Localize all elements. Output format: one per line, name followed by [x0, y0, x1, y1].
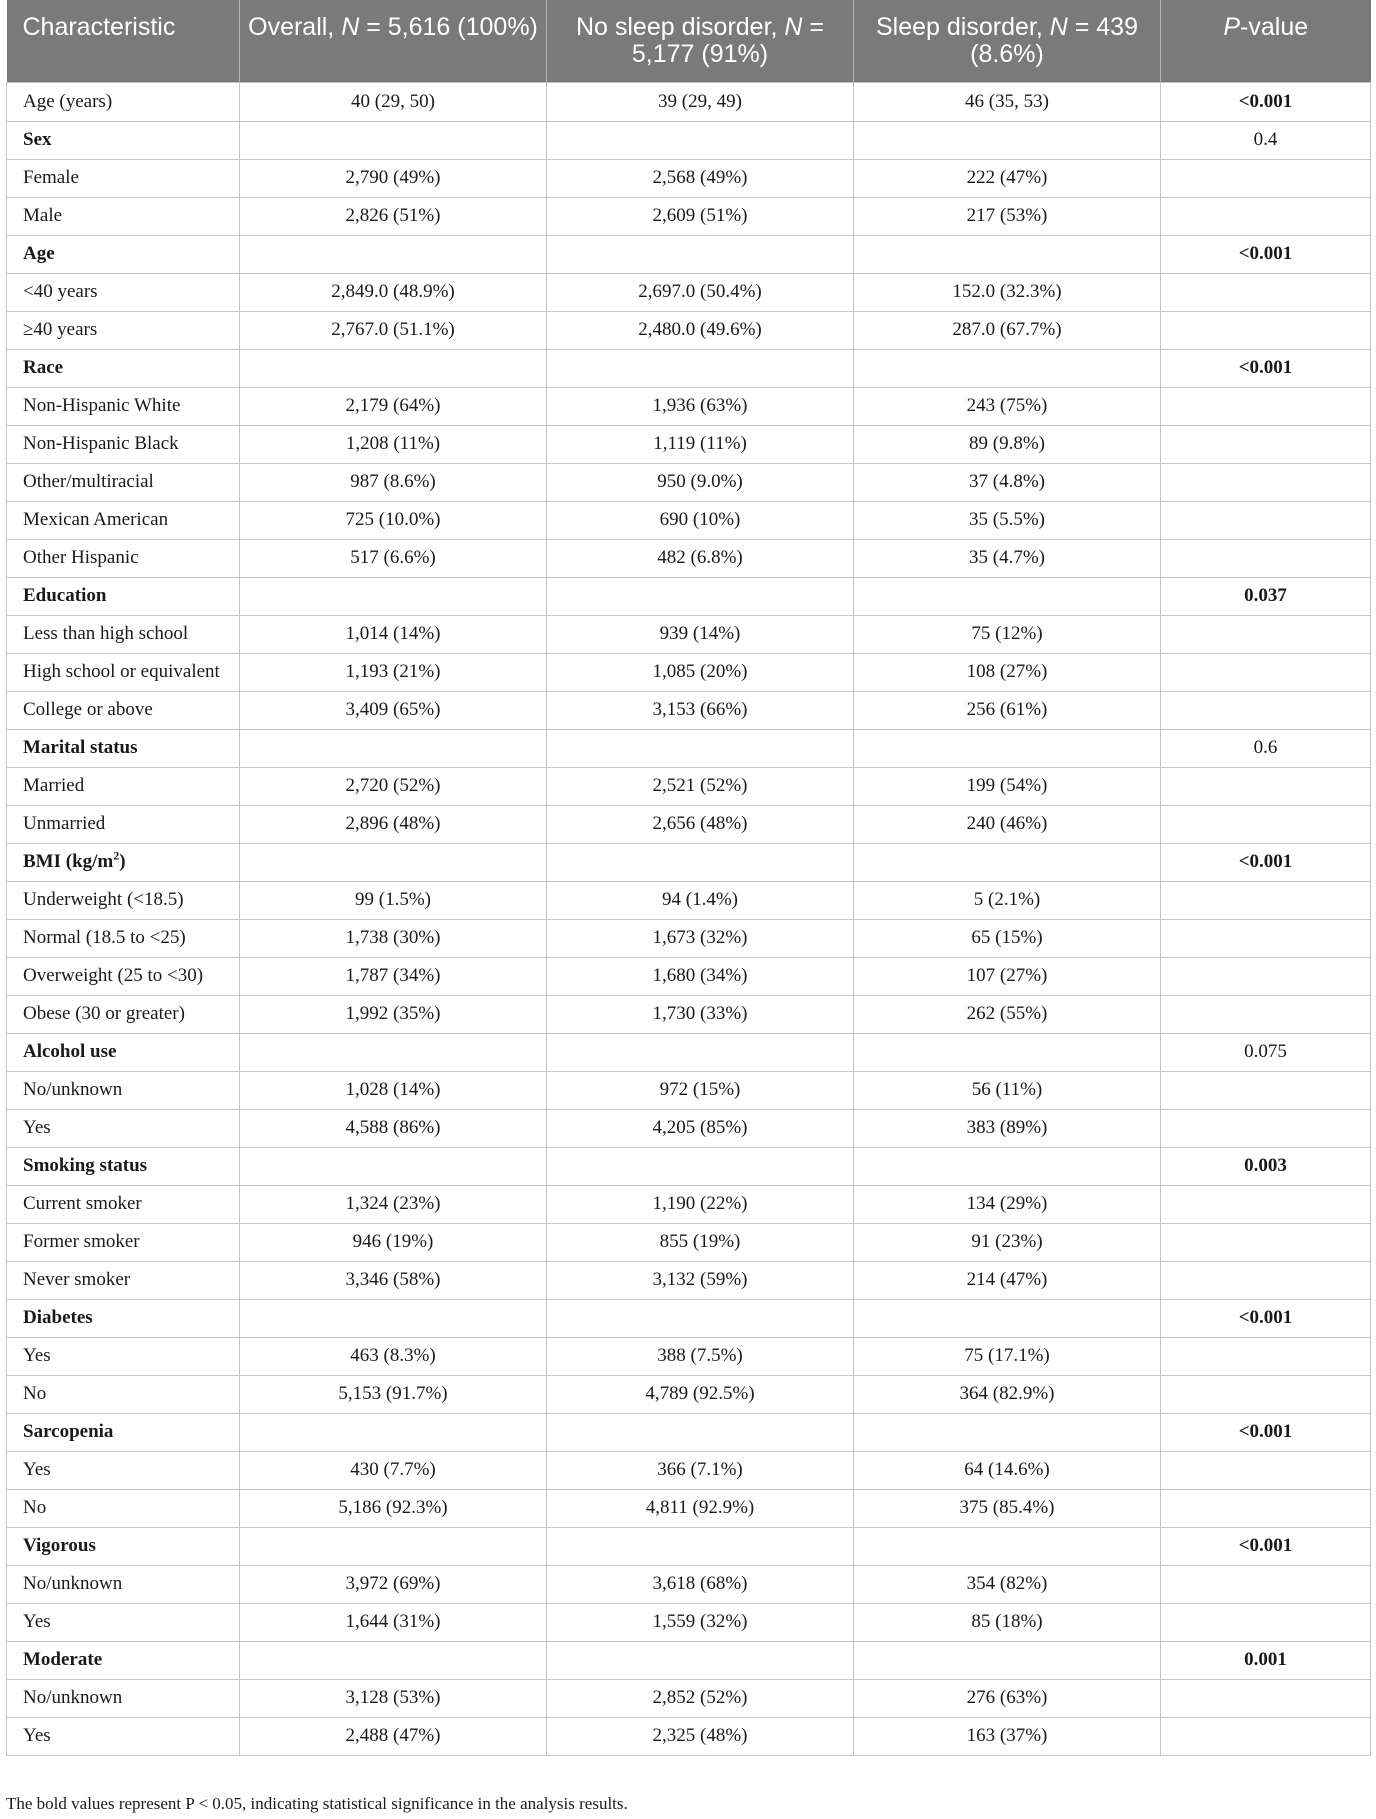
table-group-row — [7, 235, 1371, 273]
cell-overall: 987 (8.6%) — [240, 463, 547, 501]
table-group-row — [7, 1299, 1371, 1337]
table-group-row — [7, 1641, 1371, 1679]
cell-no-sleep-disorder: 1,190 (22%) — [547, 1185, 854, 1223]
cell-characteristic: Sex — [7, 121, 240, 159]
table-row — [7, 1565, 1371, 1603]
cell-characteristic: Other Hispanic — [7, 539, 240, 577]
table-row — [7, 311, 1371, 349]
cell-characteristic: No/unknown — [7, 1679, 240, 1717]
cell-sleep-disorder: 75 (17.1%) — [854, 1337, 1161, 1375]
table-row — [7, 1717, 1371, 1755]
cell-no-sleep-disorder: 2,609 (51%) — [547, 197, 854, 235]
cell-characteristic: No/unknown — [7, 1071, 240, 1109]
table-group-row — [7, 1147, 1371, 1185]
cell-overall: 2,849.0 (48.9%) — [240, 273, 547, 311]
cell-characteristic: Smoking status — [7, 1147, 240, 1185]
cell-no-sleep-disorder: 4,789 (92.5%) — [547, 1375, 854, 1413]
cell-no-sleep-disorder: 1,119 (11%) — [547, 425, 854, 463]
cell-characteristic: Race — [7, 349, 240, 387]
cell-characteristic: Education — [7, 577, 240, 615]
table-row — [7, 1375, 1371, 1413]
cell-characteristic: Marital status — [7, 729, 240, 767]
cell-characteristic: Never smoker — [7, 1261, 240, 1299]
table-row — [7, 501, 1371, 539]
table-row — [7, 273, 1371, 311]
cell-sleep-disorder: 85 (18%) — [854, 1603, 1161, 1641]
cell-no-sleep-disorder: 1,936 (63%) — [547, 387, 854, 425]
cell-sleep-disorder: 134 (29%) — [854, 1185, 1161, 1223]
cell-overall — [240, 1413, 547, 1451]
cell-no-sleep-disorder: 1,730 (33%) — [547, 995, 854, 1033]
cell-no-sleep-disorder — [547, 1641, 854, 1679]
cell-p-value — [1161, 1679, 1371, 1717]
cell-p-value — [1161, 805, 1371, 843]
cell-no-sleep-disorder: 2,568 (49%) — [547, 159, 854, 197]
cell-no-sleep-disorder: 2,325 (48%) — [547, 1717, 854, 1755]
cell-overall: 2,488 (47%) — [240, 1717, 547, 1755]
cell-no-sleep-disorder — [547, 1299, 854, 1337]
cell-no-sleep-disorder — [547, 1527, 854, 1565]
cell-overall — [240, 121, 547, 159]
cell-no-sleep-disorder: 4,811 (92.9%) — [547, 1489, 854, 1527]
cell-overall: 3,346 (58%) — [240, 1261, 547, 1299]
cell-characteristic: Underweight (<18.5) — [7, 881, 240, 919]
cell-no-sleep-disorder — [547, 349, 854, 387]
cell-characteristic: Yes — [7, 1717, 240, 1755]
header-p-value: P-value — [1161, 0, 1371, 82]
table-group-row — [7, 577, 1371, 615]
table-row — [7, 82, 1371, 121]
cell-no-sleep-disorder: 39 (29, 49) — [547, 82, 854, 121]
cell-overall: 1,028 (14%) — [240, 1071, 547, 1109]
cell-p-value — [1161, 1375, 1371, 1413]
cell-overall: 1,787 (34%) — [240, 957, 547, 995]
cell-overall: 5,186 (92.3%) — [240, 1489, 547, 1527]
cell-no-sleep-disorder — [547, 577, 854, 615]
cell-no-sleep-disorder: 3,153 (66%) — [547, 691, 854, 729]
cell-characteristic: Sarcopenia — [7, 1413, 240, 1451]
cell-no-sleep-disorder: 2,852 (52%) — [547, 1679, 854, 1717]
cell-sleep-disorder: 276 (63%) — [854, 1679, 1161, 1717]
table-group-row — [7, 1527, 1371, 1565]
cell-characteristic: Yes — [7, 1337, 240, 1375]
cell-sleep-disorder — [854, 1147, 1161, 1185]
cell-no-sleep-disorder: 94 (1.4%) — [547, 881, 854, 919]
table-footnote: The bold values represent P < 0.05, indicating statistical significance in the analysis results. — [6, 1794, 628, 1813]
cell-sleep-disorder — [854, 349, 1161, 387]
cell-p-value — [1161, 501, 1371, 539]
cell-p-value — [1161, 1109, 1371, 1147]
cell-characteristic: Yes — [7, 1603, 240, 1641]
cell-p-value — [1161, 1261, 1371, 1299]
cell-characteristic: Mexican American — [7, 501, 240, 539]
cell-characteristic: Female — [7, 159, 240, 197]
cell-sleep-disorder — [854, 1641, 1161, 1679]
cell-overall: 5,153 (91.7%) — [240, 1375, 547, 1413]
cell-p-value — [1161, 653, 1371, 691]
cell-no-sleep-disorder: 2,697.0 (50.4%) — [547, 273, 854, 311]
cell-no-sleep-disorder — [547, 235, 854, 273]
cell-no-sleep-disorder — [547, 121, 854, 159]
cell-no-sleep-disorder — [547, 1413, 854, 1451]
cell-overall: 4,588 (86%) — [240, 1109, 547, 1147]
cell-sleep-disorder: 354 (82%) — [854, 1565, 1161, 1603]
cell-no-sleep-disorder: 690 (10%) — [547, 501, 854, 539]
table-container — [6, 0, 1370, 1756]
table-group-row — [7, 729, 1371, 767]
cell-sleep-disorder: 222 (47%) — [854, 159, 1161, 197]
cell-overall — [240, 1527, 547, 1565]
table-row — [7, 691, 1371, 729]
cell-characteristic: Vigorous — [7, 1527, 240, 1565]
cell-overall: 463 (8.3%) — [240, 1337, 547, 1375]
cell-sleep-disorder: 163 (37%) — [854, 1717, 1161, 1755]
cell-no-sleep-disorder: 2,656 (48%) — [547, 805, 854, 843]
cell-p-value: 0.075 — [1161, 1033, 1371, 1071]
cell-characteristic: Other/multiracial — [7, 463, 240, 501]
cell-sleep-disorder — [854, 1527, 1161, 1565]
cell-p-value — [1161, 919, 1371, 957]
cell-overall: 1,324 (23%) — [240, 1185, 547, 1223]
cell-no-sleep-disorder: 1,680 (34%) — [547, 957, 854, 995]
cell-sleep-disorder: 75 (12%) — [854, 615, 1161, 653]
cell-sleep-disorder: 287.0 (67.7%) — [854, 311, 1161, 349]
cell-no-sleep-disorder: 950 (9.0%) — [547, 463, 854, 501]
cell-overall: 2,767.0 (51.1%) — [240, 311, 547, 349]
cell-p-value: <0.001 — [1161, 82, 1371, 121]
cell-sleep-disorder: 56 (11%) — [854, 1071, 1161, 1109]
cell-characteristic: Current smoker — [7, 1185, 240, 1223]
cell-overall: 99 (1.5%) — [240, 881, 547, 919]
cell-characteristic: <40 years — [7, 273, 240, 311]
cell-no-sleep-disorder: 2,480.0 (49.6%) — [547, 311, 854, 349]
cell-overall: 2,720 (52%) — [240, 767, 547, 805]
table-row — [7, 1223, 1371, 1261]
table-row — [7, 159, 1371, 197]
cell-overall — [240, 1147, 547, 1185]
cell-sleep-disorder: 5 (2.1%) — [854, 881, 1161, 919]
table-row — [7, 1603, 1371, 1641]
cell-p-value — [1161, 1071, 1371, 1109]
cell-overall — [240, 1299, 547, 1337]
cell-overall: 2,790 (49%) — [240, 159, 547, 197]
cell-no-sleep-disorder: 482 (6.8%) — [547, 539, 854, 577]
cell-sleep-disorder: 108 (27%) — [854, 653, 1161, 691]
table-row — [7, 1071, 1371, 1109]
cell-overall: 725 (10.0%) — [240, 501, 547, 539]
cell-p-value: <0.001 — [1161, 349, 1371, 387]
header-no-sleep-disorder: No sleep disorder, N = 5,177 (91%) — [547, 0, 854, 82]
cell-p-value: 0.4 — [1161, 121, 1371, 159]
table-group-row — [7, 1033, 1371, 1071]
cell-characteristic: Age (years) — [7, 82, 240, 121]
cell-characteristic: Yes — [7, 1451, 240, 1489]
cell-sleep-disorder — [854, 577, 1161, 615]
cell-sleep-disorder: 364 (82.9%) — [854, 1375, 1161, 1413]
cell-p-value: <0.001 — [1161, 843, 1371, 881]
cell-sleep-disorder — [854, 1033, 1161, 1071]
cell-p-value — [1161, 881, 1371, 919]
table-row — [7, 387, 1371, 425]
cell-p-value — [1161, 615, 1371, 653]
cell-p-value — [1161, 539, 1371, 577]
cell-characteristic: Overweight (25 to <30) — [7, 957, 240, 995]
cell-characteristic: Moderate — [7, 1641, 240, 1679]
cell-overall: 1,738 (30%) — [240, 919, 547, 957]
cell-no-sleep-disorder — [547, 1147, 854, 1185]
cell-characteristic: Non-Hispanic White — [7, 387, 240, 425]
cell-overall: 2,896 (48%) — [240, 805, 547, 843]
cell-sleep-disorder: 89 (9.8%) — [854, 425, 1161, 463]
cell-overall — [240, 843, 547, 881]
cell-no-sleep-disorder: 2,521 (52%) — [547, 767, 854, 805]
cell-no-sleep-disorder: 3,618 (68%) — [547, 1565, 854, 1603]
table-row — [7, 1679, 1371, 1717]
cell-overall — [240, 1033, 547, 1071]
cell-no-sleep-disorder — [547, 843, 854, 881]
table-group-row — [7, 121, 1371, 159]
table-row — [7, 539, 1371, 577]
cell-no-sleep-disorder: 1,673 (32%) — [547, 919, 854, 957]
table-row — [7, 881, 1371, 919]
cell-sleep-disorder: 256 (61%) — [854, 691, 1161, 729]
cell-overall — [240, 1641, 547, 1679]
table-row — [7, 197, 1371, 235]
cell-sleep-disorder: 199 (54%) — [854, 767, 1161, 805]
cell-characteristic: Alcohol use — [7, 1033, 240, 1071]
cell-no-sleep-disorder: 1,085 (20%) — [547, 653, 854, 691]
cell-p-value — [1161, 995, 1371, 1033]
cell-p-value — [1161, 1185, 1371, 1223]
cell-overall: 40 (29, 50) — [240, 82, 547, 121]
cell-characteristic: Age — [7, 235, 240, 273]
cell-overall — [240, 729, 547, 767]
cell-characteristic: BMI $(kg/m^2)$ — [7, 843, 240, 881]
cell-p-value — [1161, 1451, 1371, 1489]
cell-overall: 2,826 (51%) — [240, 197, 547, 235]
cell-sleep-disorder: 35 (5.5%) — [854, 501, 1161, 539]
cell-overall — [240, 349, 547, 387]
cell-sleep-disorder: 35 (4.7%) — [854, 539, 1161, 577]
cell-p-value — [1161, 767, 1371, 805]
cell-no-sleep-disorder: 388 (7.5%) — [547, 1337, 854, 1375]
table-row — [7, 615, 1371, 653]
cell-characteristic: Yes — [7, 1109, 240, 1147]
cell-characteristic: No/unknown — [7, 1565, 240, 1603]
cell-p-value: 0.003 — [1161, 1147, 1371, 1185]
cell-p-value — [1161, 311, 1371, 349]
cell-p-value — [1161, 273, 1371, 311]
table-group-row — [7, 1413, 1371, 1451]
characteristics-table — [6, 0, 1371, 1756]
cell-sleep-disorder: 240 (46%) — [854, 805, 1161, 843]
cell-p-value: <0.001 — [1161, 1299, 1371, 1337]
cell-p-value — [1161, 691, 1371, 729]
table-row — [7, 1337, 1371, 1375]
cell-sleep-disorder: 91 (23%) — [854, 1223, 1161, 1261]
cell-overall: 3,972 (69%) — [240, 1565, 547, 1603]
cell-sleep-disorder: 107 (27%) — [854, 957, 1161, 995]
cell-sleep-disorder: 262 (55%) — [854, 995, 1161, 1033]
cell-overall — [240, 577, 547, 615]
cell-sleep-disorder: 152.0 (32.3%) — [854, 273, 1161, 311]
cell-characteristic: ≥40 years — [7, 311, 240, 349]
table-row — [7, 1109, 1371, 1147]
cell-sleep-disorder — [854, 121, 1161, 159]
cell-sleep-disorder — [854, 235, 1161, 273]
table-row — [7, 1451, 1371, 1489]
cell-overall: 2,179 (64%) — [240, 387, 547, 425]
cell-overall: 1,014 (14%) — [240, 615, 547, 653]
cell-overall: 3,128 (53%) — [240, 1679, 547, 1717]
cell-no-sleep-disorder — [547, 1033, 854, 1071]
cell-p-value — [1161, 1603, 1371, 1641]
cell-overall: 430 (7.7%) — [240, 1451, 547, 1489]
cell-characteristic: Married — [7, 767, 240, 805]
cell-p-value: <0.001 — [1161, 1527, 1371, 1565]
table-row — [7, 425, 1371, 463]
cell-sleep-disorder: 65 (15%) — [854, 919, 1161, 957]
cell-sleep-disorder: 217 (53%) — [854, 197, 1161, 235]
table-body — [7, 82, 1371, 1755]
cell-characteristic: Less than high school — [7, 615, 240, 653]
cell-p-value — [1161, 1489, 1371, 1527]
cell-no-sleep-disorder: 972 (15%) — [547, 1071, 854, 1109]
cell-characteristic: No — [7, 1375, 240, 1413]
cell-sleep-disorder: 375 (85.4%) — [854, 1489, 1161, 1527]
cell-p-value — [1161, 463, 1371, 501]
cell-p-value: 0.037 — [1161, 577, 1371, 615]
cell-overall: 1,193 (21%) — [240, 653, 547, 691]
cell-p-value — [1161, 1223, 1371, 1261]
table-row — [7, 767, 1371, 805]
cell-p-value — [1161, 197, 1371, 235]
cell-no-sleep-disorder: 855 (19%) — [547, 1223, 854, 1261]
table-row — [7, 957, 1371, 995]
table-group-row — [7, 843, 1371, 881]
table-row — [7, 463, 1371, 501]
cell-characteristic: Former smoker — [7, 1223, 240, 1261]
table-group-row — [7, 349, 1371, 387]
table-row — [7, 1261, 1371, 1299]
cell-sleep-disorder: 46 (35, 53) — [854, 82, 1161, 121]
cell-p-value — [1161, 159, 1371, 197]
cell-p-value: 0.6 — [1161, 729, 1371, 767]
table-row — [7, 919, 1371, 957]
table-header — [7, 0, 1371, 82]
table-row — [7, 995, 1371, 1033]
cell-characteristic: Unmarried — [7, 805, 240, 843]
cell-overall: 1,208 (11%) — [240, 425, 547, 463]
cell-p-value — [1161, 1565, 1371, 1603]
cell-sleep-disorder: 243 (75%) — [854, 387, 1161, 425]
cell-overall — [240, 235, 547, 273]
cell-sleep-disorder — [854, 1413, 1161, 1451]
cell-sleep-disorder — [854, 1299, 1161, 1337]
cell-characteristic: Diabetes — [7, 1299, 240, 1337]
table-row — [7, 805, 1371, 843]
cell-sleep-disorder: 64 (14.6%) — [854, 1451, 1161, 1489]
cell-overall: 1,992 (35%) — [240, 995, 547, 1033]
cell-p-value: 0.001 — [1161, 1641, 1371, 1679]
cell-p-value: <0.001 — [1161, 235, 1371, 273]
header-characteristic: Characteristic — [7, 0, 240, 82]
header-overall: Overall, N = 5,616 (100%) — [240, 0, 547, 82]
cell-p-value: <0.001 — [1161, 1413, 1371, 1451]
cell-sleep-disorder: 214 (47%) — [854, 1261, 1161, 1299]
header-sleep-disorder: Sleep disorder, N = 439 (8.6%) — [854, 0, 1161, 82]
cell-p-value — [1161, 1337, 1371, 1375]
cell-no-sleep-disorder: 1,559 (32%) — [547, 1603, 854, 1641]
table-row — [7, 1185, 1371, 1223]
cell-overall: 946 (19%) — [240, 1223, 547, 1261]
cell-overall: 1,644 (31%) — [240, 1603, 547, 1641]
cell-characteristic: Non-Hispanic Black — [7, 425, 240, 463]
cell-sleep-disorder — [854, 843, 1161, 881]
cell-p-value — [1161, 957, 1371, 995]
cell-characteristic: High school or equivalent — [7, 653, 240, 691]
cell-characteristic: Normal (18.5 to <25) — [7, 919, 240, 957]
cell-no-sleep-disorder: 366 (7.1%) — [547, 1451, 854, 1489]
cell-no-sleep-disorder: 3,132 (59%) — [547, 1261, 854, 1299]
cell-characteristic: No — [7, 1489, 240, 1527]
table-row — [7, 653, 1371, 691]
cell-sleep-disorder — [854, 729, 1161, 767]
table-row — [7, 1489, 1371, 1527]
cell-p-value — [1161, 425, 1371, 463]
cell-overall: 3,409 (65%) — [240, 691, 547, 729]
cell-no-sleep-disorder — [547, 729, 854, 767]
cell-no-sleep-disorder: 939 (14%) — [547, 615, 854, 653]
cell-p-value — [1161, 1717, 1371, 1755]
cell-sleep-disorder: 383 (89%) — [854, 1109, 1161, 1147]
cell-no-sleep-disorder: 4,205 (85%) — [547, 1109, 854, 1147]
cell-sleep-disorder: 37 (4.8%) — [854, 463, 1161, 501]
cell-characteristic: College or above — [7, 691, 240, 729]
cell-characteristic: Male — [7, 197, 240, 235]
cell-p-value — [1161, 387, 1371, 425]
cell-characteristic: Obese (30 or greater) — [7, 995, 240, 1033]
cell-overall: 517 (6.6%) — [240, 539, 547, 577]
